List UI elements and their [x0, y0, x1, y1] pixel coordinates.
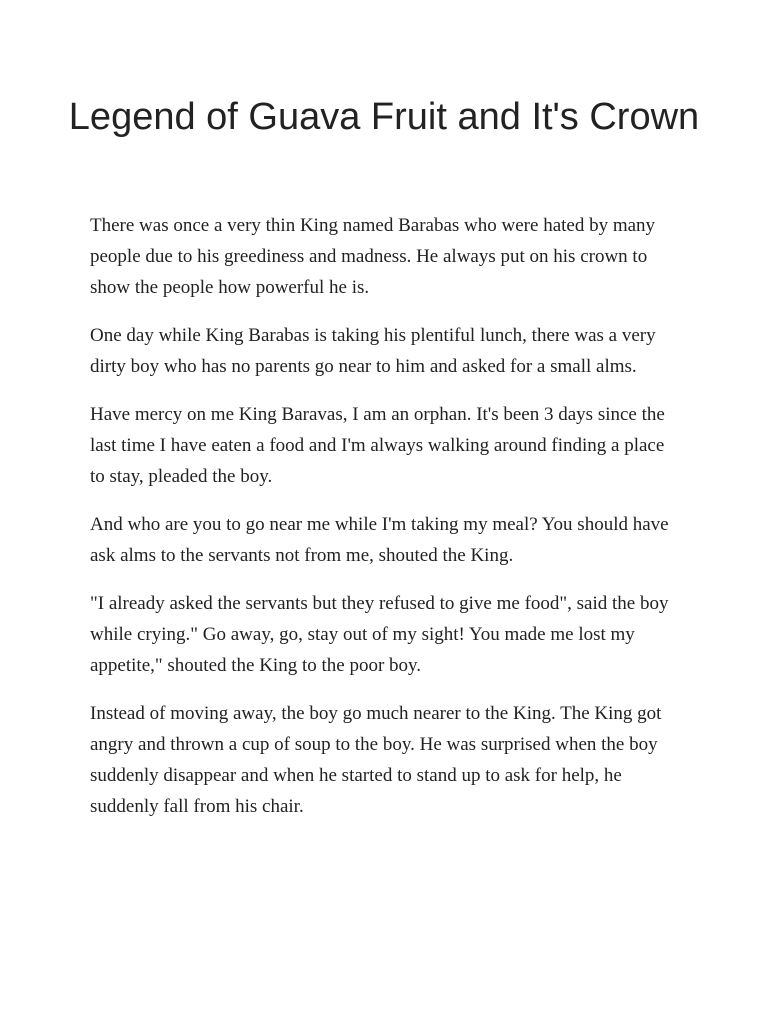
paragraph: And who are you to go near me while I'm taking my meal? You should have ask alms to the servants not from me, shouted the King.	[90, 514, 669, 566]
paragraph: Instead of moving away, the boy go much nearer to the King. The King got angry and thrown a cup of soup to the boy. He was surprised when the boy suddenly disappear and when he started to stand up to ask for help, he suddenly fall from his chair.	[90, 703, 662, 817]
document-title: Legend of Guava Fruit and It's Crown	[68, 96, 700, 138]
paragraph: Have mercy on me King Baravas, I am an orphan. It's been 3 days since the last time I have eaten a food and I'm always walking around finding a place to stay, pleaded the boy.	[90, 404, 665, 487]
paragraph: "I already asked the servants but they refused to give me food", said the boy while crying." Go away, go, stay out of my sight! You made me lost my appetite," shouted the King to the poor boy.	[90, 593, 669, 676]
paragraph: One day while King Barabas is taking his plentiful lunch, there was a very dirty boy who has no parents go near to him and asked for a small alms.	[90, 325, 656, 377]
document-body	[90, 210, 678, 839]
paragraph: There was once a very thin King named Barabas who were hated by many people due to his greediness and madness. He always put on his crown to show the people how powerful he is.	[90, 215, 656, 298]
